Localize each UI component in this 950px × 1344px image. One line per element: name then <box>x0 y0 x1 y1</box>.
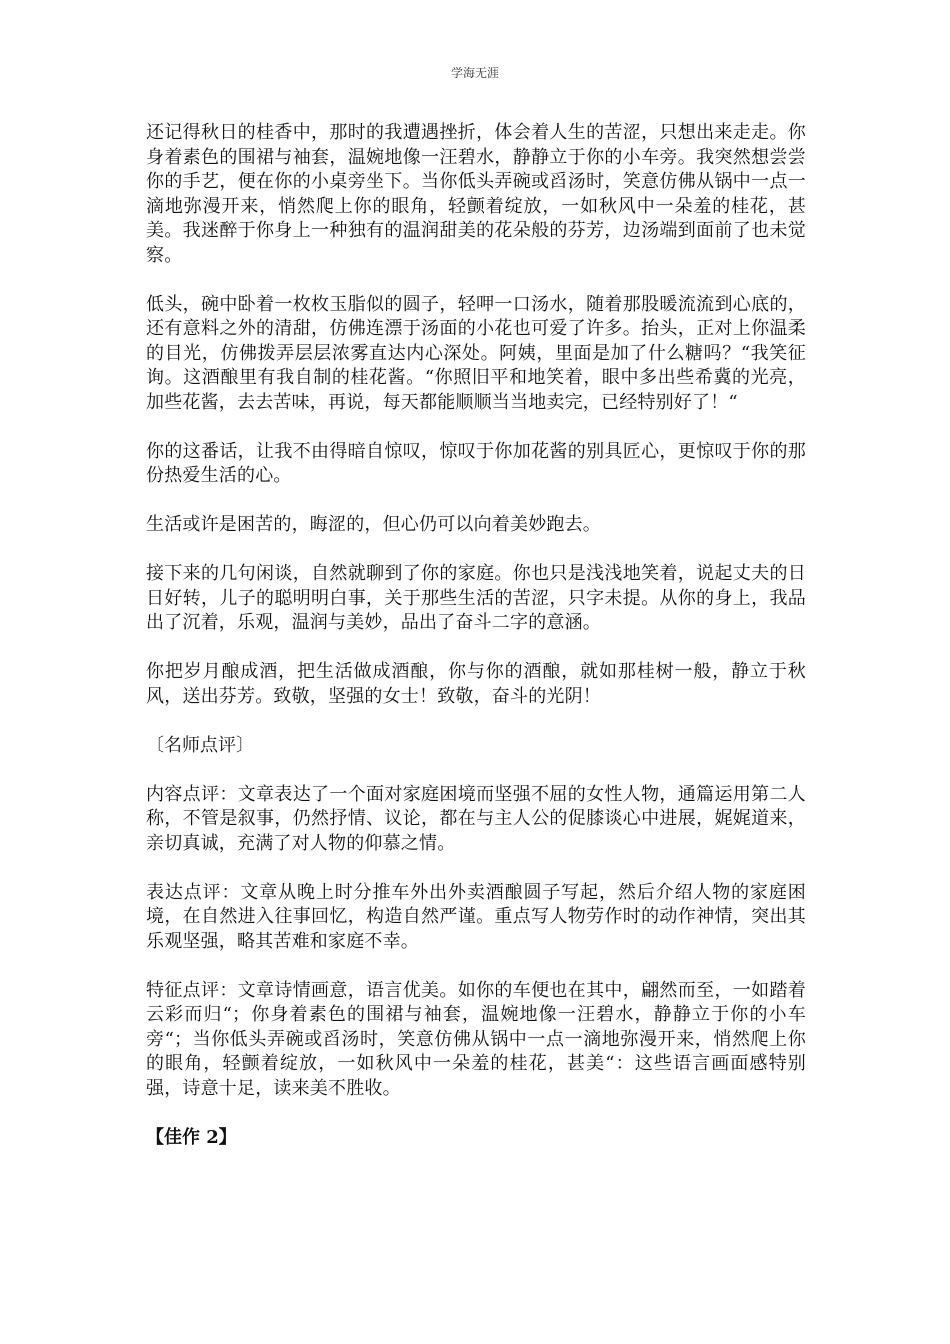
page-header: 学海无涯 <box>450 66 499 80</box>
review-section-label: 〔名师点评〕 <box>146 734 254 756</box>
essay-paragraph-3: 你的这番话，让我不由得暗自惊叹，惊叹于你加花酱的别具匠心，更惊叹于你的那份热爱生活的心。 <box>146 440 806 486</box>
expression-review: 表达点评：文章从晚上时分推车外出外卖酒酿圆子写起，然后介绍人物的家庭困境，在自然进入往事回忆，构造自然严谨。重点写人物劳作时的动作神情，突出其乐观坚强，略其苦难和家庭不幸。 <box>146 881 806 952</box>
content-review: 内容点评：文章表达了一个面对家庭困境而坚强不屈的女性人物，通篇运用第二人称，不管是叙事，仍然抒情、议论，都在与主人公的促膝谈心中进展，娓娓道来，亲切真诚，充满了对人物的仰慕之情。 <box>146 783 806 854</box>
essay-paragraph-5: 接下来的几句闲谈，自然就聊到了你的家庭。你也只是浅浅地笑着，说起丈夫的日日好转，儿子的聪明明白事，关于那些生活的苦涩，只字未提。从你的身上，我品出了沉着，乐观，温润与美妙，品出了奋斗二字的意涵。 <box>146 563 806 633</box>
essay-paragraph-6: 你把岁月酿成酒，把生活做成酒酿，你与你的酒酿，就如那桂树一般，静立于秋风，送出芬芳。致敬，坚强的女士！致敬，奋斗的光阴！ <box>146 661 806 707</box>
essay-paragraph-2: 低头，碗中卧着一枚枚玉脂似的圆子，轻呷一口汤水，随着那股暖流流到心底的，还有意料之外的清甜，仿佛连漂于汤面的小花也可爱了许多。抬头，正对上你温柔的目光，仿佛拨弄层层浓雾直达内心深处。阿姨，里面是加了什么糖吗？“我笑征询。这酒酿里有我自制的桂花酱。“你照旧平和地笑着，眼中多出些希冀的光亮，加些花酱，去去苦味，再说，每天都能顺顺当当地卖完，已经特别好了！“ <box>146 293 806 413</box>
feature-review: 特征点评：文章诗情画意，语言优美。如你的车便也在其中，翩然而至，一如踏着云彩而归“；你身着素色的围裙与袖套，温婉地像一汪碧水，静静立于你的小车旁“；当你低头弄碗或舀汤时，笑意仿佛从锅中一点一滴地弥漫开来，悄然爬上你的眼角，轻颤着绽放，一如秋风中一朵羞的桂花，甚美“：这些语言画面感特别强，诗意十足，读来美不胜收。 <box>146 979 806 1099</box>
next-essay-heading: 【佳作 2】 <box>146 1126 237 1148</box>
document-body <box>146 121 806 1150</box>
essay-paragraph-4: 生活或许是困苦的，晦涩的，但心仍可以向着美妙跑去。 <box>146 514 601 535</box>
essay-paragraph-1: 还记得秋日的桂香中，那时的我遭遇挫折，体会着人生的苦涩，只想出来走走。你身着素色的围裙与袖套，温婉地像一汪碧水，静静立于你的小车旁。我突然想尝尝你的手艺，便在你的小桌旁坐下。当你低头弄碗或舀汤时，笑意仿佛从锅中一点一滴地弥漫开来，悄然爬上你的眼角，轻颤着绽放，一如秋风中一朵羞的桂花，甚美。我迷醉于你身上一种独有的温润甜美的花朵般的芬芳，边汤端到面前了也未觉察。 <box>146 122 806 266</box>
